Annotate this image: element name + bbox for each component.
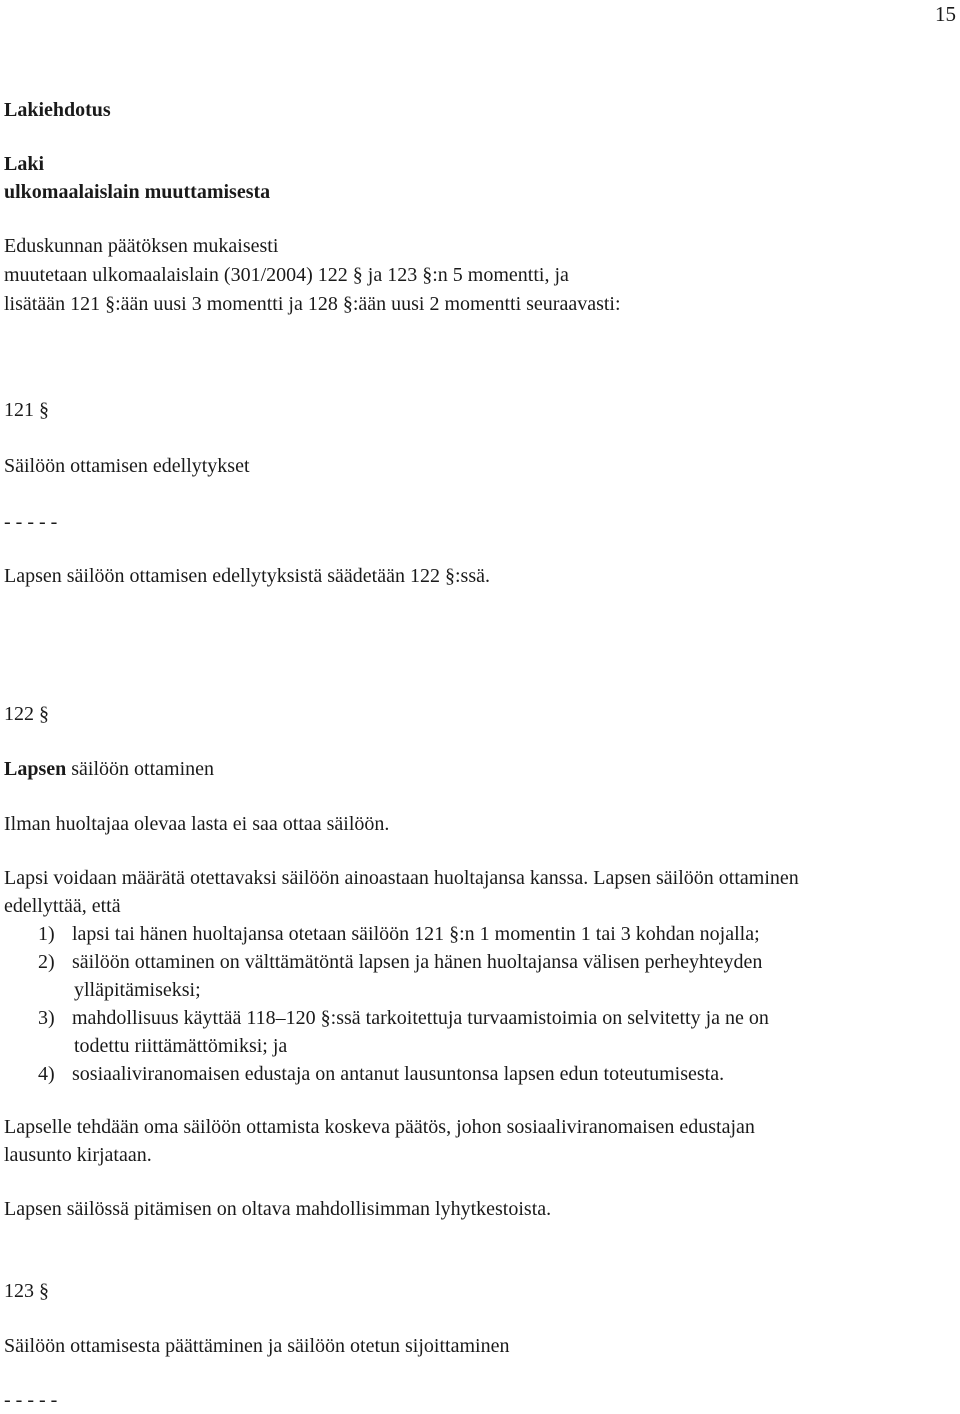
section-123-title: Säilöön ottamisesta päättäminen ja säilöön otetun sijoittaminen: [4, 1335, 510, 1357]
section-122-title: [4, 755, 214, 783]
section-122-para2-line2: edellyttää, että: [4, 895, 121, 917]
list-item-number: 3): [38, 1007, 55, 1029]
section-121-title: Säilöön ottamisen edellytykset: [4, 455, 250, 477]
list-item-number: 4): [38, 1063, 55, 1085]
intro-line3: lisätään 121 §:ään uusi 3 momentti ja 128 §:ään uusi 2 momentti seuraavasti:: [4, 293, 621, 315]
page-number: 15: [935, 2, 956, 26]
section-121-number: 121 §: [4, 399, 49, 421]
list-item-number: 2): [38, 951, 55, 973]
list-item-number: 1): [38, 923, 55, 945]
section-122-para3-line2: lausunto kirjataan.: [4, 1144, 152, 1166]
list-item-text: säilöön ottaminen on välttämätöntä lapsen ja hänen huoltajansa välisen perheyhteyden: [72, 951, 763, 973]
section-123-omission: - - - - -: [4, 1389, 58, 1411]
intro-line1: Eduskunnan päätöksen mukaisesti: [4, 235, 279, 257]
list-item-2-continuation: ylläpitämiseksi;: [74, 979, 201, 1001]
list-item-2: [38, 948, 762, 976]
list-item-text: lapsi tai hänen huoltajansa otetaan säilöön 121 §:n 1 momentin 1 tai 3 kohdan nojalla;: [72, 923, 760, 945]
section-122-title-bold: Lapsen: [4, 758, 67, 780]
list-item-3: [38, 1004, 769, 1032]
section-122-title-rest: säilöön ottaminen: [66, 758, 215, 780]
section-122-para4: Lapsen säilössä pitämisen on oltava mahdollisimman lyhytkestoista.: [4, 1198, 552, 1220]
list-item-text: mahdollisuus käyttää 118–120 §:ssä tarkoitettuja turvaamistoimia on selvitetty ja ne on: [72, 1007, 769, 1029]
law-title-line2: ulkomaalaislain muuttamisesta: [4, 181, 271, 203]
section-122-para2-line1: Lapsi voidaan määrätä otettavaksi säilöön ainoastaan huoltajansa kanssa. Lapsen säilöön ottaminen: [4, 867, 799, 889]
list-item-1: [38, 920, 760, 948]
section-122-para3-line1: Lapselle tehdään oma säilöön ottamista koskeva päätös, johon sosiaaliviranomaisen edustajan: [4, 1116, 755, 1138]
section-122-para1: Ilman huoltajaa olevaa lasta ei saa ottaa säilöön.: [4, 813, 390, 835]
section-123-number: 123 §: [4, 1280, 49, 1302]
section-121-omission: - - - - -: [4, 511, 58, 533]
document-heading: Lakiehdotus: [4, 99, 111, 121]
section-121-text: Lapsen säilöön ottamisen edellytyksistä säädetään 122 §:ssä.: [4, 565, 490, 587]
law-title-line1: Laki: [4, 153, 45, 175]
section-122-number: 122 §: [4, 703, 49, 725]
intro-line2: muutetaan ulkomaalaislain (301/2004) 122 § ja 123 §:n 5 momentti, ja: [4, 264, 569, 286]
list-item-4: [38, 1060, 724, 1088]
list-item-text: sosiaaliviranomaisen edustaja on antanut lausuntonsa lapsen edun toteutumisesta.: [72, 1063, 725, 1085]
list-item-3-continuation: todettu riittämättömiksi; ja: [74, 1035, 288, 1057]
